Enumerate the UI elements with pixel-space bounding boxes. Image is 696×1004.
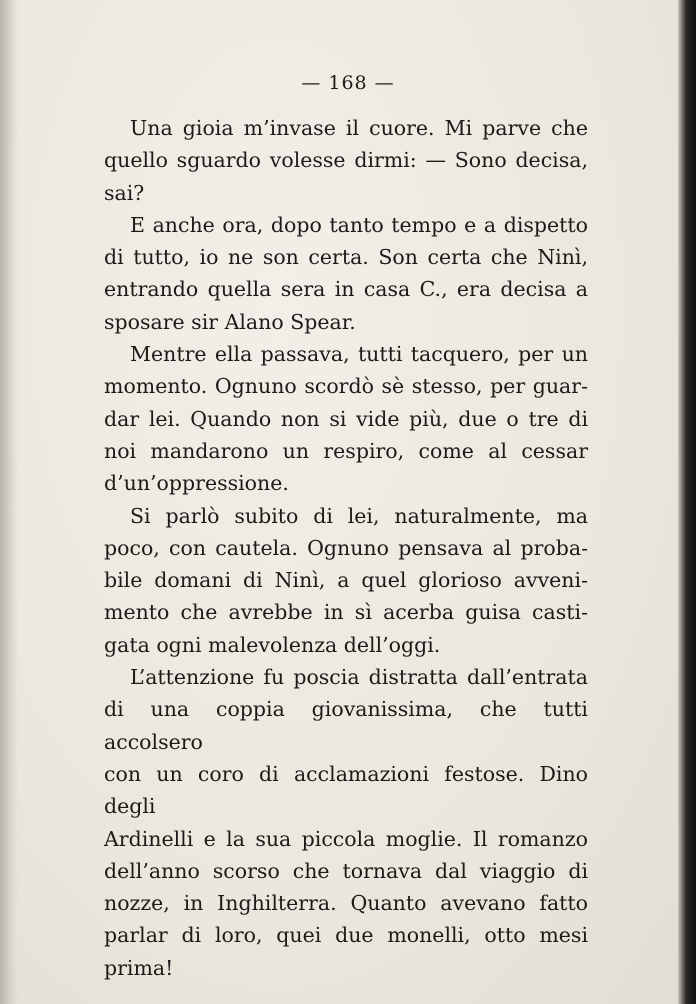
text-line: noi mandarono un respiro, come al cessar [104,438,588,463]
text-line: di tutto, io ne son certa. Son certa che Ninì, [104,245,588,270]
text-line: di una coppia giovanissima, che tutti accolsero [104,697,588,754]
text-line: sposare sir Alano Spear. [104,309,356,334]
text-line: Si parlò subito di lei, naturalmente, ma [130,503,588,528]
paragraph-4 [104,500,588,661]
page-number: — 168 — [301,72,395,94]
text-line: d’un’oppressione. [104,471,289,496]
text-line: entrando quella sera in casa C., era decisa a [104,277,588,302]
text-line: con un coro di acclamazioni festose. Dino degli [104,761,588,819]
text-line: L’attenzione fu poscia distratta dall’entrata [130,665,588,690]
text-line: momento. Ognuno scordò sè stesso, per guar- [104,374,588,399]
text-line: gata ogni malevolenza dell’oggi. [104,632,441,657]
paragraph-3 [104,338,588,499]
paragraph-5 [104,661,588,984]
text-line: Ardinelli e la sua piccola moglie. Il romanzo [104,826,588,851]
text-line: quello sguardo volesse dirmi: — Sono decisa, [104,148,588,173]
text-line: parlar di loro, quei due monelli, otto mesi prima! [104,923,588,980]
body-text [104,112,588,984]
text-line: E anche ora, dopo tanto tempo e a dispetto [130,212,588,237]
text-line: sai? [104,180,145,205]
text-line: nozze, in Inghilterra. Quanto avevano fatto [104,891,588,916]
text-line: Una gioia m’invase il cuore. Mi parve che [130,116,588,140]
text-line: bile domani di Ninì, a quel glorioso avveni- [104,568,588,593]
text-line: dar lei. Quando non si vide più, due o tre di [104,406,588,431]
paragraph-2 [104,209,588,338]
text-line: mento che avrebbe in sì acerba guisa casti- [104,600,588,625]
paragraph-1 [104,112,588,209]
text-line: poco, con cautela. Ognuno pensava al proba- [104,535,588,560]
text-line: Mentre ella passava, tutti tacquero, per un [130,342,588,367]
page-edge-shadow [678,0,696,1004]
text-line: dell’anno scorso che tornava dal viaggio di [104,858,588,883]
page-binding-shadow [0,0,18,1004]
